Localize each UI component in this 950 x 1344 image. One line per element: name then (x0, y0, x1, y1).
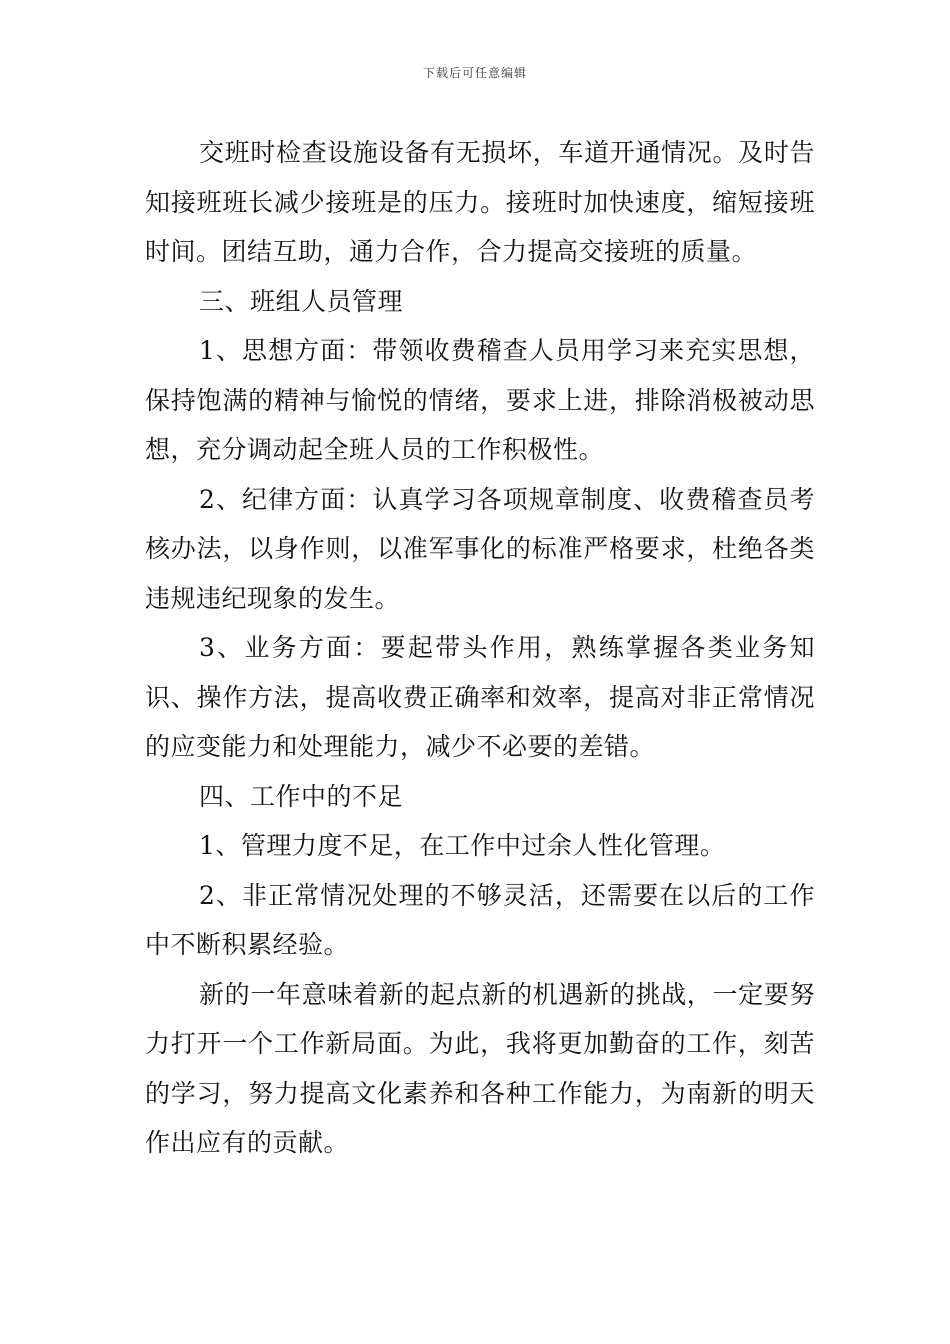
section-heading-shortcomings: 四、工作中的不足 (199, 781, 404, 811)
paragraph-business: 3、业务方面：要起带头作用，熟练掌握各类业务知识、操作方法，提高收费正确率和效率，提高对非正常情况的应变能力和处理能力，减少不必要的差错。 (145, 633, 815, 761)
paragraph-shortcoming-1: 1、管理力度不足，在工作中过余人性化管理。 (199, 831, 726, 860)
document-body (145, 128, 815, 1168)
paragraph-handover: 交班时检查设施设备有无损坏，车道开通情况。及时告知接班班长减少接班是的压力。接班时加快速度，缩短接班时间。团结互助，通力合作，合力提高交接班的质量。 (145, 138, 815, 266)
paragraph-shortcoming-2: 2、非正常情况处理的不够灵活，还需要在以后的工作中不断积累经验。 (145, 880, 815, 959)
paragraph-discipline: 2、纪律方面：认真学习各项规章制度、收费稽查员考核办法，以身作则，以准军事化的标准严格要求，杜绝各类违规违纪现象的发生。 (145, 484, 815, 613)
paragraph-new-year: 新的一年意味着新的起点新的机遇新的挑战，一定要努力打开一个工作新局面。为此，我将更加勤奋的工作，刻苦的学习，努力提高文化素养和各种工作能力，为南新的明天作出应有的贡献。 (145, 979, 815, 1157)
paragraph-ideology: 1、思想方面：带领收费稽查人员用学习来充实思想，保持饱满的精神与愉悦的情绪，要求上进，排除消极被动思想，充分调动起全班人员的工作积极性。 (145, 336, 815, 464)
page-header-note: 下载后可任意编辑 (422, 66, 527, 80)
section-heading-team-management: 三、班组人员管理 (199, 286, 404, 316)
